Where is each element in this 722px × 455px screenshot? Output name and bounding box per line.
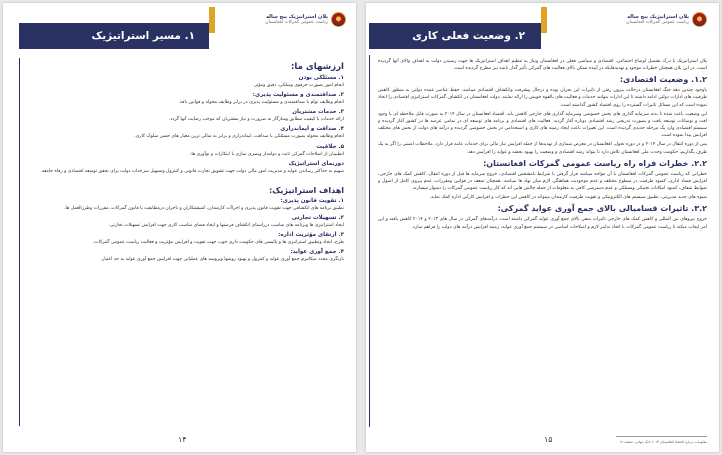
value-title: ۱. مسئلکی بودن	[298, 75, 344, 81]
heading-accent-bar	[541, 7, 547, 33]
page-14-content	[27, 59, 344, 424]
page-number: ۱۴	[178, 435, 187, 444]
afghanistan-emblem-icon	[331, 12, 346, 27]
header-org-line1: پلان استراتیژیک پنج ساله	[627, 13, 689, 20]
value-text: انطبیبان از اصلاحات گمرکی ثابت و دوامدار وبصری سازی با ابتکارات و نوآوری ها.	[189, 151, 344, 157]
section-paragraph: شیوه های جدید مدیریتی، تطبیق سیستم های الکترونیکی و تقویت ظرفیت کارمندان میتواند در کاهش این خطرات و افزایش کارآیی اداره کمک نماید.	[429, 195, 707, 201]
section-title: ۱.۲. وضعیت اقتصادی:	[619, 75, 707, 85]
page-15-content	[378, 58, 707, 430]
vision-text: سهیم به حداکثر رساندن عواید و مدیریت امور مالی دولت جهت تشویق تجارت قانونی و کنترول وتسهیل سرحدات دولت برای تحقق توسعه اقتصادی و رفاه جامعه.	[40, 168, 344, 174]
chapter-heading-band	[19, 23, 209, 49]
value-text: انجام امور بصورت حرفوی وسلکی، دقیق ومؤثر.	[253, 83, 344, 88]
value-title: ۴. صداقت و ایماندراری	[280, 126, 344, 133]
goal-text: ایجاد استراتیژی ها وبرنامه های مناسب درراستای انکشاف فرصتها و ایجاد فضای مناسب کاری جهت افزایش تسهیلات تجارتی.	[108, 223, 344, 229]
section-title: ۲.۲. خطرات فراه راه ریاست عمومی گمرکات افغانستان:	[483, 158, 707, 168]
goal-text: تطبیق برنامه های انکشافی جهت تقویت قانون پذیری و اجراآت کارمندان، کمیشنکاران و تاجران درمطابقت با قانون گمرکات، مقررات وطرزالعمل ها.	[64, 205, 344, 211]
value-title: ۲. صداقتمندی و مسئولیت پذیری:	[252, 92, 344, 99]
section-title: ۳.۲. تاثیرات قسامیالی بالای جمع آوری عواید گمرکی:	[497, 204, 707, 214]
goal-title: ۴. جمع آوری عواید:	[290, 249, 344, 256]
header-org-text	[265, 14, 328, 26]
margin-rule	[369, 55, 370, 427]
goal-title: ۳. ارتقای مؤثریت اداره:	[278, 232, 344, 239]
section-paragraph: خروج نیروهای بین المللی و کاهش کمک های خارجی تاثیرات منفی بالای جمع آوری عواید گمرکی داشته است. درآمدهای گمرکی در سال های ۲۰۱۳ و ۲۰۱۴ کاهش یافته و این امر ایجاب میکند تا ریاست عمومی گمرکات با اتخاذ تدابیر لازم و اصلاحات اساسی در سیستم جمع آوری عواید، زمینه افزایش درآمد های دولت را فراهم سازد.	[378, 217, 707, 230]
footnote-divider	[616, 436, 707, 437]
goals-title: اهداف استراتیژیک:	[269, 185, 344, 195]
header-org-line2: ریاست عمومی گمرکات افغانستان	[265, 19, 328, 25]
chapter-heading: ۲. وضعیت فعلی کاری	[412, 30, 525, 42]
chapter-heading-band	[369, 23, 541, 49]
page-14	[3, 3, 356, 452]
section-paragraph: باوجود چندین دهه جنگ افغانستان درحالت بیرون رفتن از تاثیرات این بحران بوده و درحال پیشرفت وانکشاف اقتصادی میباشد. حفظ عناصر عمده دولتی به منظور کاهش ظرفیت های ادارات دولتی ادامه داشته تا این ادارات بتوانند خدمات و فعالیت های بالقوه خویش را ارائه نمایند. دولت افغانستان در انکشاف گمرکات استراتیژی اقتصادی را اتخاذ نموده است که این مسائل تاثیرات گسترده را روی اقتصاد کشور گذاشته است.	[378, 88, 707, 108]
header-logo-block	[265, 12, 346, 27]
goal-title: ۲. تسهیلات تجارتی	[291, 215, 344, 222]
section-paragraph: پس از دوره انتقال در سال ۲۰۱۴ و در دوره تحول، افغانستان در معرض شماری از تهدیدها از جمله افزایش نیاز مالی برای خدمات عامه قرار دارد. ملاحظات امنیتی را اگر به یک طرف بگذاریم، حکومت وحدت ملی افغانستان تلاش دارد تا بتواند رشد اقتصادی و وضعیت را بهبود بخشد و عواید را افزایش دهد.	[378, 142, 707, 155]
page-15	[366, 3, 719, 452]
vision-title: دورنمای استراتیژیک	[288, 160, 344, 167]
afghanistan-emblem-icon	[692, 12, 707, 27]
goal-text: طرح، ایجاد وتطبیق استراتیژی ها و پالیسی های حکومت داری خوب جهت تقویت و افزایش مؤثریت و فعالیت ریاست عمومی گمرکات.	[92, 240, 344, 246]
page-number: ۱۵	[544, 435, 553, 444]
value-title: ۵. خلاقیت	[316, 143, 344, 150]
values-title: ارزشهای ما:	[290, 62, 344, 72]
header-org-text	[626, 14, 689, 26]
section-paragraph: خطراتی که ریاست عمومی گمرکات افغانستان با آن مواجه میباشد قرار گرفتن با شرایط نامشخص اقتصادی، خروج سرمایه ها قبل از دوره انتقال، کاهش کمک های خارجی، افزایش فساد اداری، کمبود ظرفیت در سطوح مختلف و عدم موجودیت هماهنگی لازم میان نهاد ها میباشد. همچنان ضعف در قوانین ومقررات، عدم پیروی کامل از اصول و ضوابط شفاف، کمبود امکانات تخنیکی ومسلکی و عدم دسترسی کافی به معلومات از جمله چالش هایی اند که کار ریاست عمومی گمرکات را دشوار میسازند.	[378, 171, 707, 192]
header-logo-block	[626, 12, 707, 27]
header-org-line2: ریاست عمومی گمرکات افغانستان	[626, 19, 689, 25]
value-text: ارائه خدمات با کیفیت مطابق وسازگار به ضرورت و نیاز مشتریان که موجب رضایت آنها گردد.	[168, 117, 344, 123]
intro-paragraph: پلان استراتیژیک با درک تشمیل اوضاع اجتماعی، اقتصادی و سیاسی فعلی در افغانستان ونیاز به تنظیم اهداف استراتیژیک ها جهت رسیدن دولت به اهداف والای آنها گردیده است. در این پلان همچنان خطرات موجود و تهدیدهایکه در آینده ممکن بالای فعالیت های گمرکی تأثیر گذار باشد نیز مطرح گردیده است.	[378, 59, 707, 72]
goal-text: بازنگری مجدد میکانیزم جمع آوری عواید و کنترول و بهبود روشها وپروسه های عملیاتی جهت افزایش جمع آوری عواید به حد اعتبار.	[100, 257, 344, 263]
value-title: ۳. خدمات مشتریان	[292, 109, 344, 116]
heading-accent-bar	[209, 7, 215, 33]
goal-title: ۱. تقویت قانون پذیری:	[280, 197, 344, 204]
margin-rule	[19, 58, 20, 426]
header-org-line1: پلان استراتیژیک پنج ساله	[266, 13, 328, 20]
chapter-heading: ۱. مسیر استراتیژیک	[91, 30, 195, 42]
section-paragraph: این وضعیت باعث شده تا بدنه سرمایه گذاری های بخش خصوصی وسرمایه گذاری های خارجی کاهش یابد. اقتصاد افغانستان در سال ۲۰۱۴ به صورت قابل ملاحظه ای با وجود افت و نوسانات توسعه یافت و بصورت تدریجی رشد اقتصادی دوباره آغاز گردید. فعالیت های اقتصادی و برنامه های توسعه ای در تمامی عرصه ها در کشور آغاز گردیده و سیستم اقتصادی وارد یک مرحله جدیدی گردیده است. این تغییرات باعث ایجاد زمینه های کاری و استخدامی در بخش خصوصی گردیده و درآمد های دولت از بخش های مختلف افزایش پیدا نموده است.	[378, 111, 707, 139]
footnote: معلومات درباره اقتصاد افغانستان ۲۰۱۴ بانک جهانی، صفحه ۱۲	[619, 440, 707, 444]
value-text: انجام وظایف توأم با صداقتمندی و مسئولیت پذیری در برابر وظایف محوله و قوانین نافذ.	[178, 100, 344, 106]
value-text: انجام وظایف محوله بصورت مسئلکی با صداقت، ایماندراری و برابر به تمالی ترین معیار های حسن سلوک کاری.	[134, 134, 344, 140]
